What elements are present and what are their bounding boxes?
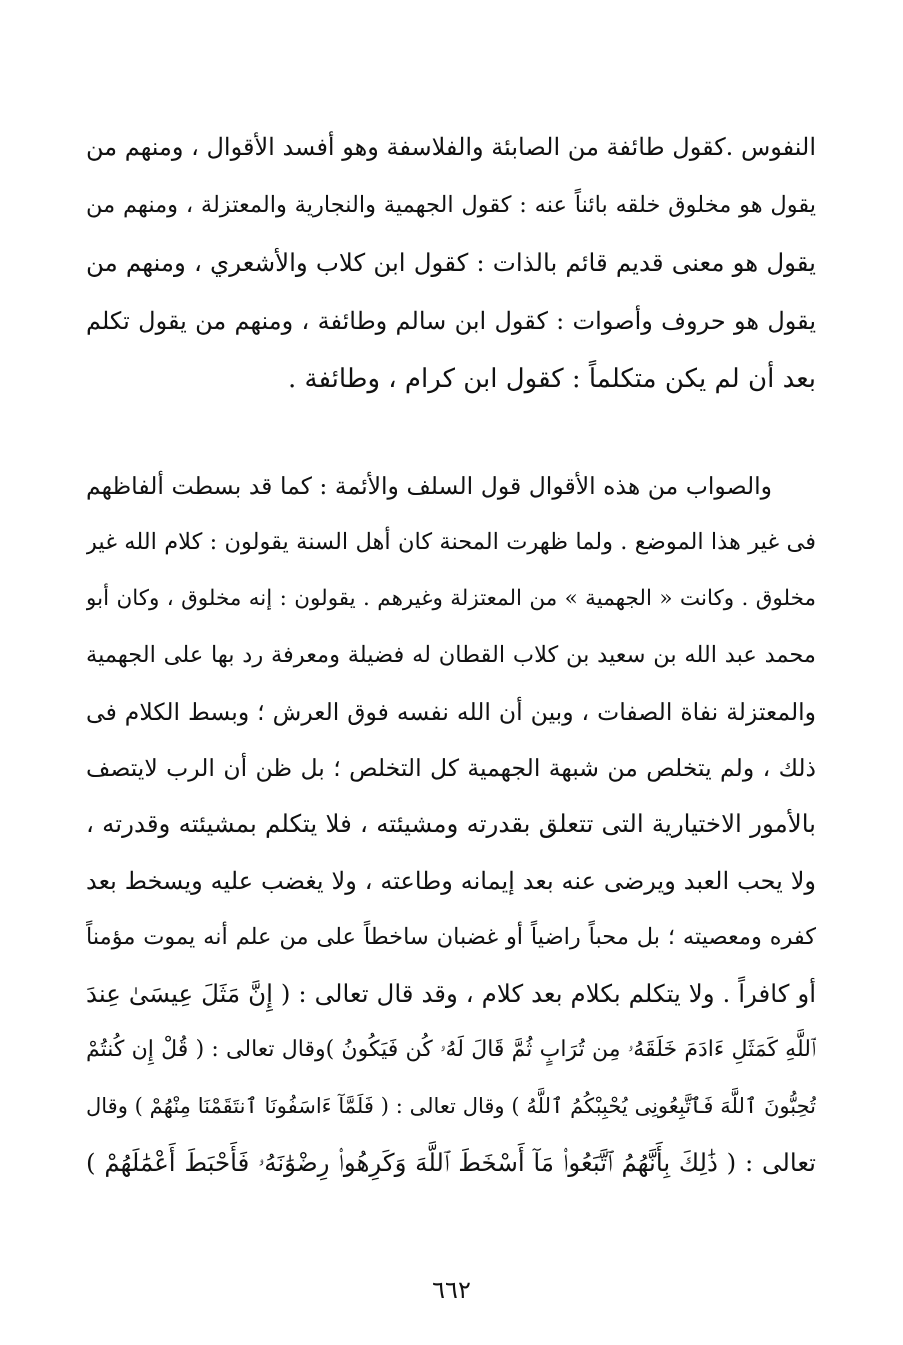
text-line: والصواب من هذه الأقوال قول السلف والأئمة : كما قد بسطت ألفاظهم: [86, 472, 772, 500]
paragraph-1: [86, 118, 816, 408]
text-line: ذلك ، ولم يتخلص من شبهة الجهمية كل التخلص ؛ بل ظن أن الرب لايتصف: [86, 753, 816, 782]
text-line: أو كافراً . ولا يتكلم بكلام بعد كلام ، وقد قال تعالى : ( إِنَّ مَثَلَ عِيسَىٰ عِندَ: [86, 978, 816, 1008]
text-line: يقول هو معنى قديم قائم بالذات : كقول ابن كلاب والأشعري ، ومنهم من: [86, 248, 816, 277]
text-line: ولا يحب العبد ويرضى عنه بعد إيمانه وطاعته ، ولا يغضب عليه ويسخط بعد: [86, 866, 816, 895]
paragraph-2: [86, 458, 816, 1191]
text-line: فى غير هذا الموضع . ولما ظهرت المحنة كان أهل السنة يقولون : كلام الله غير: [86, 529, 816, 556]
page-number: ٦٦٢: [432, 1276, 471, 1304]
text-line: يقول هو مخلوق خلقه بائناً عنه : كقول الجهمية والنجارية والمعتزلة ، ومنهم من: [86, 192, 816, 218]
quran-verse-line: تُحِبُّونَ ٱللَّهَ فَٱتَّبِعُونِى يُحْبِبْكُمُ ٱللَّهُ ) وقال تعالى : ( فَلَمَّآ ءَاسَفُونَا ٱنتَقَمْنَا مِنْهُمْ ) وقال: [86, 1094, 816, 1119]
quran-verse-line: تعالى : ( ذَٰلِكَ بِأَنَّهُمُ ٱتَّبَعُوا۟ مَآ أَسْخَطَ ٱللَّهَ وَكَرِهُوا۟ رِضْوَٰنَهُۥ فَأَحْبَطَ أَعْمَٰلَهُمْ ): [86, 1147, 816, 1177]
text-line: يقول هو حروف وأصوات : كقول ابن سالم وطائفة ، ومنهم من يقول تكلم: [86, 307, 816, 335]
text-line: محمد عبد الله بن سعيد بن كلاب القطان له فضيلة ومعرفة رد بها على الجهمية: [86, 642, 816, 669]
text-line: مخلوق . وكانت « الجهمية » من المعتزلة وغيرهم . يقولون : إنه مخلوق ، وكان أبو: [86, 585, 816, 611]
text-line: والمعتزلة نفاة الصفات ، وبين أن الله نفسه فوق العرش ؛ وبسط الكلام فى: [86, 697, 816, 726]
text-line: بعد أن لم يكن متكلماً : كقول ابن كرام ، وطائفة .: [287, 364, 816, 394]
text-line: كفره ومعصيته ؛ بل محباً راضياً أو غضبان ساخطاً على من علم أنه يموت مؤمناً: [86, 924, 816, 951]
text-line: بالأمور الاختيارية التى تتعلق بقدرته ومشيئته ، فلا يتكلم بمشيئته وقدرته ،: [86, 809, 816, 839]
text-line: النفوس .كقول طائفة من الصابئة والفلاسفة وهو أفسد الأقوال ، ومنهم من: [86, 133, 816, 161]
quran-verse-line: ٱللَّهِ كَمَثَلِ ءَادَمَ خَلَقَهُۥ مِن تُرَابٍ ثُمَّ قَالَ لَهُۥ كُن فَيَكُونُ )وقال تعالى : ( قُلْ إِن كُنتُمْ: [86, 1036, 816, 1062]
